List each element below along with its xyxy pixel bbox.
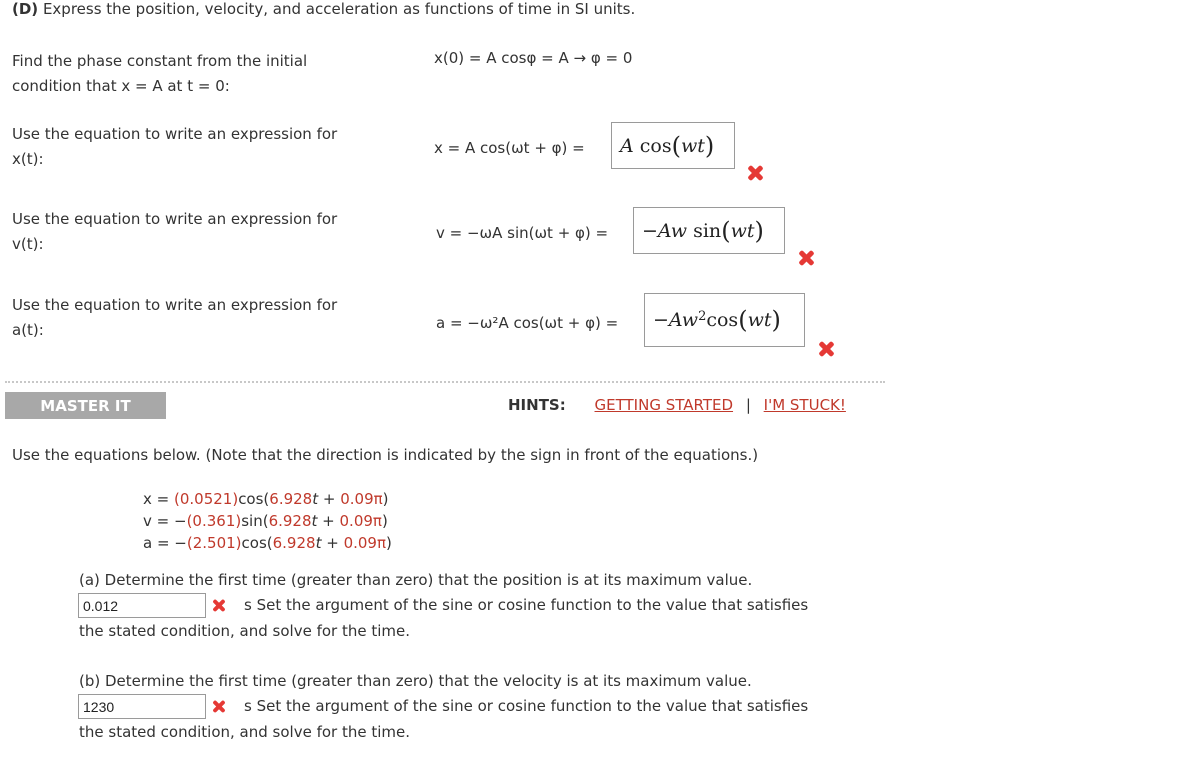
eq-amplitude: (0.0521) xyxy=(173,490,239,508)
section-divider xyxy=(5,381,885,383)
answer-arg: wt xyxy=(730,219,755,242)
instruction-phase xyxy=(12,49,307,99)
question-b-feedback xyxy=(244,697,808,715)
velocity-equation: v = −ωA sin(ωt + φ) = xyxy=(436,224,609,242)
feedback-line: Set the argument of the sine or cosine function to the value that satisfies xyxy=(256,596,809,614)
eq-lhs: a = xyxy=(143,534,175,552)
part-header xyxy=(12,0,635,18)
answer-coef: −Aw xyxy=(653,309,699,331)
answer-exponent: 2 xyxy=(698,308,707,324)
question-a-feedback xyxy=(244,596,808,614)
eq-omega: 6.928 xyxy=(269,490,313,508)
equation-x xyxy=(143,488,392,510)
unit-label: s xyxy=(244,596,252,614)
eq-function: cos( xyxy=(238,490,270,508)
eq-close: ) xyxy=(382,490,389,508)
feedback-line: the stated condition, and solve for the time. xyxy=(79,723,411,741)
eq-amplitude: (0.361) xyxy=(186,512,242,530)
eq-plus: + xyxy=(321,534,344,552)
eq-omega: 6.928 xyxy=(272,534,316,552)
eq-omega: 6.928 xyxy=(268,512,312,530)
eq-t: t xyxy=(312,490,319,508)
answer-arg: wt xyxy=(681,134,705,157)
eq-function: cos( xyxy=(241,534,273,552)
instruction-line: a(t): xyxy=(12,321,44,339)
eq-sign: − xyxy=(173,512,187,530)
feedback-line: the stated condition, and solve for the time. xyxy=(79,622,411,640)
answer-coef: A xyxy=(620,134,634,157)
answer-fn: cos xyxy=(706,309,739,331)
part-label: (D) xyxy=(12,0,39,18)
eq-plus: + xyxy=(317,512,340,530)
master-it-button[interactable]: MASTER IT xyxy=(5,392,166,419)
hints-label: HINTS: xyxy=(508,396,566,414)
answer-fn: cos xyxy=(639,134,672,157)
question-b-prompt: (b) Determine the first time (greater than zero) that the velocity is at its maximum value. xyxy=(79,672,752,690)
part-title: Express the position, velocity, and acceleration as functions of time in SI units. xyxy=(42,0,636,18)
acceleration-answer-box[interactable]: −Aw $^2$ cos ( wt ) xyxy=(644,293,805,347)
incorrect-icon xyxy=(817,340,835,358)
instruction-line: x(t): xyxy=(12,150,44,168)
eq-phase: 0.09π xyxy=(343,534,387,552)
answer-fn: sin xyxy=(693,219,722,242)
answer-coef: −Aw xyxy=(642,219,688,242)
eq-phase: 0.09π xyxy=(339,512,382,530)
instruction-line: Use the equation to write an expression for xyxy=(12,296,338,314)
eq-phase: 0.09π xyxy=(340,490,383,508)
instruction-line: v(t): xyxy=(12,235,44,253)
position-answer-box[interactable]: A cos ( wt ) xyxy=(611,122,735,169)
eq-t: t xyxy=(315,534,322,552)
instruction-line: Use the equation to write an expression for xyxy=(12,210,338,228)
answer-a-input[interactable] xyxy=(78,593,206,618)
eq-t: t xyxy=(311,512,318,530)
instruction-line: condition that x = A at t = 0: xyxy=(12,77,230,95)
position-equation: x = A cos(ωt + φ) = xyxy=(434,139,585,157)
instruction-line: Use the equation to write an expression for xyxy=(12,125,338,143)
eq-amplitude: (2.501) xyxy=(186,534,242,552)
incorrect-icon xyxy=(746,164,764,182)
instruction-velocity xyxy=(12,207,337,257)
eq-close: ) xyxy=(386,534,392,552)
eq-sign: − xyxy=(174,534,187,552)
incorrect-icon xyxy=(211,598,226,613)
incorrect-icon xyxy=(211,699,226,714)
getting-started-link[interactable]: GETTING STARTED xyxy=(594,396,734,414)
velocity-answer-box[interactable]: −Aw sin ( wt ) xyxy=(633,207,785,254)
im-stuck-link[interactable]: I'M STUCK! xyxy=(763,396,846,414)
phase-equation: x(0) = A cosφ = A → φ = 0 xyxy=(434,49,633,67)
instruction-position xyxy=(12,122,337,172)
unit-label: s xyxy=(244,697,252,715)
equation-a xyxy=(143,532,392,554)
feedback-line: Set the argument of the sine or cosine function to the value that satisfies xyxy=(256,697,809,715)
incorrect-icon xyxy=(797,249,815,267)
eq-lhs: v = xyxy=(143,512,174,530)
equation-v xyxy=(143,510,392,532)
instruction-acceleration xyxy=(12,293,337,343)
eq-function: sin( xyxy=(241,512,269,530)
hints-bar xyxy=(508,396,846,414)
eq-lhs: x = xyxy=(143,490,174,508)
answer-arg: wt xyxy=(747,309,772,331)
question-a-prompt: (a) Determine the first time (greater than zero) that the position is at its maximum value. xyxy=(79,571,753,589)
instruction-line: Find the phase constant from the initial xyxy=(12,52,308,70)
acceleration-equation: a = −ω²A cos(ωt + φ) = xyxy=(436,314,619,332)
intro-text: Use the equations below. (Note that the direction is indicated by the sign in front of the equations.) xyxy=(12,446,759,464)
answer-b-input[interactable] xyxy=(78,694,206,719)
hints-separator: | xyxy=(745,396,751,414)
eq-close: ) xyxy=(381,512,388,530)
eq-plus: + xyxy=(318,490,341,508)
equation-list xyxy=(143,488,392,554)
